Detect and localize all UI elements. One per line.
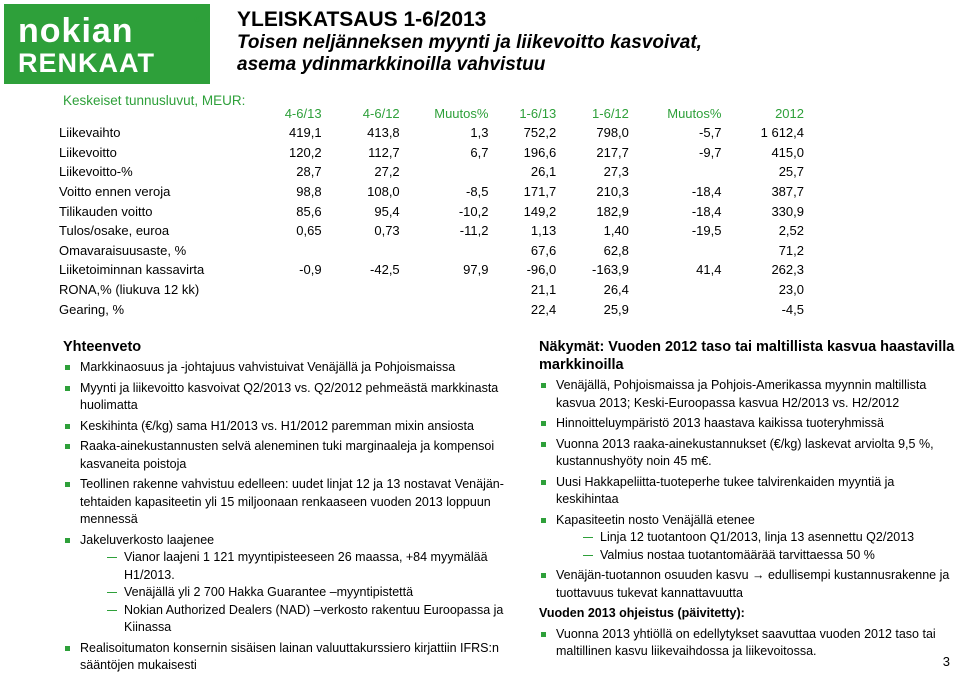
kpi-cell: 182,9 — [596, 203, 629, 219]
kpi-cell — [400, 241, 489, 261]
kpi-cell — [265, 299, 321, 319]
kpi-cell: 22,4 — [530, 301, 557, 317]
kpi-col-header: 4-6/12 — [362, 106, 400, 121]
kpi-cell: 25,7 — [778, 164, 804, 180]
kpi-col-header: 4-6/13 — [284, 106, 322, 121]
list-item-text: Jakeluverkosto laajenee — [80, 532, 215, 547]
list-item — [63, 640, 518, 675]
kpi-cell: -10,2 — [458, 203, 489, 219]
list-item-text: Raaka-ainekustannusten selvä aleneminen tuki marginaaleja ja kompensoi kasvaneita poistoja — [80, 439, 495, 471]
list-item — [539, 377, 959, 412]
sub-list-item: Nokian Authorized Dealers (NAD) –verkosto rakentuu Euroopassa ja Kiinassa — [80, 602, 518, 637]
list-item-text: Kapasiteetin nosto Venäjällä etenee — [556, 512, 755, 527]
kpi-cell: -8,5 — [466, 184, 489, 200]
kpi-cell: 67,6 — [530, 242, 557, 258]
list-item-text: Vuonna 2013 raaka-ainekustannukset (€/kg) laskevat arviolta 9,5 %, kustannushyöty noin 45 m€. — [556, 436, 934, 468]
kpi-cell: 217,7 — [596, 144, 629, 160]
kpi-col-header: 2012 — [775, 106, 804, 121]
summary-list — [63, 359, 518, 675]
kpi-cell: 23,0 — [778, 282, 804, 298]
kpi-col-header: Muutos% — [667, 106, 722, 121]
page-number: 3 — [942, 654, 950, 669]
kpi-cell: 210,3 — [596, 184, 629, 200]
list-item-text: Markkinaosuus ja -johtajuus vahvistuivat Venäjällä ja Pohjoismaissa — [80, 360, 456, 374]
logo-line2: RENKAAT — [18, 48, 155, 78]
kpi-cell: -163,9 — [592, 262, 629, 278]
page-title: YLEISKATSAUS 1-6/2013 — [237, 8, 487, 31]
kpi-table-caption: Keskeiset tunnusluvut, MEUR: — [63, 93, 246, 108]
logo-graphic — [4, 4, 210, 84]
list-item — [63, 438, 518, 473]
kpi-cell: 25,9 — [603, 301, 629, 317]
list-item-text: Teollinen rakenne vahvistuu edelleen: uudet linjat 12 ja 13 nostavat Venäjän-tehtaiden kapasiteetin yli 15 miljoonaan renkaaseen vuoden 2013 loppuun mennessä — [80, 477, 504, 526]
kpi-cell: 112,7 — [368, 144, 400, 160]
sub-list-item: Linja 12 tuotantoon Q1/2013, linja 13 asennettu Q2/2013 — [556, 529, 959, 547]
kpi-cell: 0,73 — [374, 223, 400, 239]
kpi-col-header: 1-6/12 — [592, 106, 629, 121]
table-row — [59, 143, 804, 163]
kpi-cell: -5,7 — [699, 125, 722, 141]
list-item-text: Realisoitumaton konsernin sisäisen lainan valuuttakurssiero kirjattiin IFRS:n sääntöjen mukaisesti — [80, 640, 499, 672]
kpi-cell: 27,2 — [374, 164, 400, 180]
page-subtitle-line1: Toisen neljänneksen myynti ja liikevoitto kasvoivat, — [237, 32, 702, 53]
kpi-cell: 0,65 — [296, 223, 322, 239]
kpi-cell: 120,2 — [289, 144, 322, 160]
list-item — [63, 476, 518, 529]
list-item — [539, 436, 959, 471]
kpi-cell: 41,4 — [696, 262, 722, 278]
list-item-text: Myynti ja liikevoitto kasvoivat Q2/2013 vs. Q2/2012 pehmeästä markkinasta huolimatta — [80, 380, 499, 412]
kpi-cell: 413,8 — [367, 125, 400, 141]
kpi-cell: 97,9 — [463, 262, 489, 278]
sub-list — [556, 529, 959, 564]
kpi-cell — [400, 162, 489, 182]
kpi-cell — [629, 162, 722, 182]
kpi-table — [59, 104, 804, 319]
kpi-row-label: Tulos/osake, euroa — [59, 223, 170, 239]
kpi-header-empty — [59, 104, 265, 123]
kpi-cell: 2,52 — [778, 223, 804, 239]
kpi-cell: -0,9 — [299, 262, 322, 278]
list-item — [539, 415, 959, 433]
summary-heading: Yhteenveto — [63, 339, 142, 355]
kpi-cell — [322, 280, 400, 300]
page-subtitle-line2: asema ydinmarkkinoilla vahvistuu — [237, 54, 546, 75]
kpi-cell: 108,0 — [367, 184, 400, 200]
kpi-cell: 27,3 — [603, 164, 629, 180]
kpi-cell — [322, 299, 400, 319]
summary-panel — [63, 338, 518, 678]
kpi-cell: 171,7 — [523, 184, 557, 200]
kpi-row-label: Omavaraisuusaste, % — [59, 242, 187, 258]
registered-mark: ® — [194, 14, 201, 24]
list-item-text: Venäjällä, Pohjoismaissa ja Pohjois-Amerikassa myynnin maltillista kasvua 2013; Keski-Euroopassa kasvua H2/2013 vs. H2/2012 — [556, 378, 927, 410]
list-item — [539, 567, 959, 602]
kpi-cell: 6,7 — [470, 144, 489, 160]
kpi-cell: 28,7 — [296, 164, 322, 180]
list-item-text: Hinnoitteluympäristö 2013 haastava kaikissa tuoteryhmissä — [556, 416, 884, 430]
table-row — [59, 280, 804, 300]
header — [237, 8, 957, 76]
kpi-cell: 262,3 — [771, 262, 804, 278]
kpi-cell: 149,2 — [523, 203, 557, 219]
kpi-cell: 1,3 — [470, 125, 489, 141]
kpi-cell: 71,2 — [778, 242, 804, 258]
nokian-renkaat-logo — [4, 4, 210, 84]
kpi-cell: 196,6 — [523, 144, 557, 160]
kpi-cell: -19,5 — [691, 223, 722, 239]
kpi-cell: 419,1 — [289, 125, 322, 141]
kpi-cell: 1,13 — [530, 223, 557, 239]
sub-list-item: Valmius nostaa tuotantomäärää tarvittaessa 50 % — [556, 547, 959, 565]
kpi-cell — [629, 280, 722, 300]
kpi-cell: 62,8 — [603, 242, 629, 258]
kpi-row-label: Liikevaihto — [59, 125, 121, 141]
kpi-cell: 415,0 — [771, 144, 804, 160]
kpi-cell: 798,0 — [596, 125, 629, 141]
guidance-list — [539, 626, 959, 661]
kpi-cell: 330,9 — [771, 203, 804, 219]
list-item — [63, 380, 518, 415]
list-item-text: Venäjän-tuotannon osuuden kasvu → edullisempi kustannusrakenne ja tuottavuus tukevat kannattavuutta — [556, 568, 950, 600]
kpi-cell: -11,2 — [459, 223, 489, 239]
kpi-row-label: Voitto ennen veroja — [59, 184, 171, 200]
table-row — [59, 162, 804, 182]
list-item — [539, 626, 959, 661]
kpi-cell — [400, 299, 489, 319]
kpi-cell: 85,6 — [296, 203, 322, 219]
kpi-cell: 95,4 — [374, 203, 400, 219]
list-item — [539, 474, 959, 509]
list-item — [539, 512, 959, 565]
sub-list — [80, 549, 518, 637]
kpi-cell — [629, 299, 722, 319]
table-row — [59, 221, 804, 241]
list-item — [63, 532, 518, 637]
sub-list-item: Venäjällä yli 2 700 Hakka Guarantee –myyntipistettä — [80, 584, 518, 602]
kpi-cell — [265, 280, 321, 300]
list-item — [63, 418, 518, 436]
kpi-row-label: RONA,% (liukuva 12 kk) — [59, 282, 200, 298]
kpi-cell — [322, 241, 400, 261]
kpi-cell: 1,40 — [603, 223, 629, 239]
table-row — [59, 123, 804, 143]
kpi-cell: -96,0 — [526, 262, 557, 278]
table-row — [59, 299, 804, 319]
kpi-row-label: Liiketoiminnan kassavirta — [59, 262, 205, 278]
kpi-cell: 26,4 — [603, 282, 629, 298]
kpi-cell: 387,7 — [771, 184, 804, 200]
kpi-cell: -18,4 — [691, 184, 722, 200]
list-item-text: Keskihinta (€/kg) sama H1/2013 vs. H1/2012 paremman mixin ansiosta — [80, 418, 474, 433]
list-item-text: Uusi Hakkapeliitta-tuoteperhe tukee talvirenkaiden myyntiä ja keskihintaa — [556, 474, 895, 506]
kpi-cell: 26,1 — [530, 164, 557, 180]
kpi-cell: -4,5 — [781, 301, 804, 317]
kpi-cell: 1 612,4 — [760, 125, 804, 141]
kpi-row-label: Liikevoitto — [59, 144, 117, 160]
kpi-cell: 98,8 — [296, 184, 322, 200]
kpi-cell: 752,2 — [523, 125, 557, 141]
table-row — [59, 182, 804, 202]
outlook-panel — [539, 338, 959, 664]
list-item — [63, 359, 518, 377]
kpi-cell — [265, 241, 321, 261]
table-row — [59, 241, 804, 261]
outlook-heading: Näkymät: Vuoden 2012 taso tai maltillista kasvua haastavilla markkinoilla — [539, 339, 955, 373]
kpi-col-header: 1-6/13 — [519, 106, 557, 121]
table-row — [59, 201, 804, 221]
list-item-text: Vuonna 2013 yhtiöllä on edellytykset saavuttaa vuoden 2012 taso tai maltillinen kasvu liikevaihdossa ja liikevoitossa. — [556, 626, 936, 658]
kpi-cell: -42,5 — [370, 262, 400, 278]
kpi-header-row — [59, 104, 804, 123]
kpi-cell — [629, 241, 722, 261]
guidance-heading: Vuoden 2013 ohjeistus (päivitetty): — [539, 606, 745, 620]
kpi-table-body — [59, 123, 804, 319]
outlook-list — [539, 377, 959, 602]
table-row — [59, 260, 804, 280]
kpi-row-label: Liikevoitto-% — [59, 164, 133, 180]
kpi-cell: 21,1 — [530, 282, 557, 298]
kpi-col-header: Muutos% — [434, 106, 489, 121]
kpi-cell: -9,7 — [699, 144, 722, 160]
kpi-row-label: Tilikauden voitto — [59, 203, 153, 219]
kpi-row-label: Gearing, % — [59, 301, 125, 317]
logo-line1: nokian — [18, 12, 134, 50]
sub-list-item: Vianor laajeni 1 121 myyntipisteeseen 26 maassa, +84 myymälää H1/2013. — [80, 549, 518, 584]
kpi-cell: -18,4 — [691, 203, 722, 219]
kpi-cell — [400, 280, 489, 300]
